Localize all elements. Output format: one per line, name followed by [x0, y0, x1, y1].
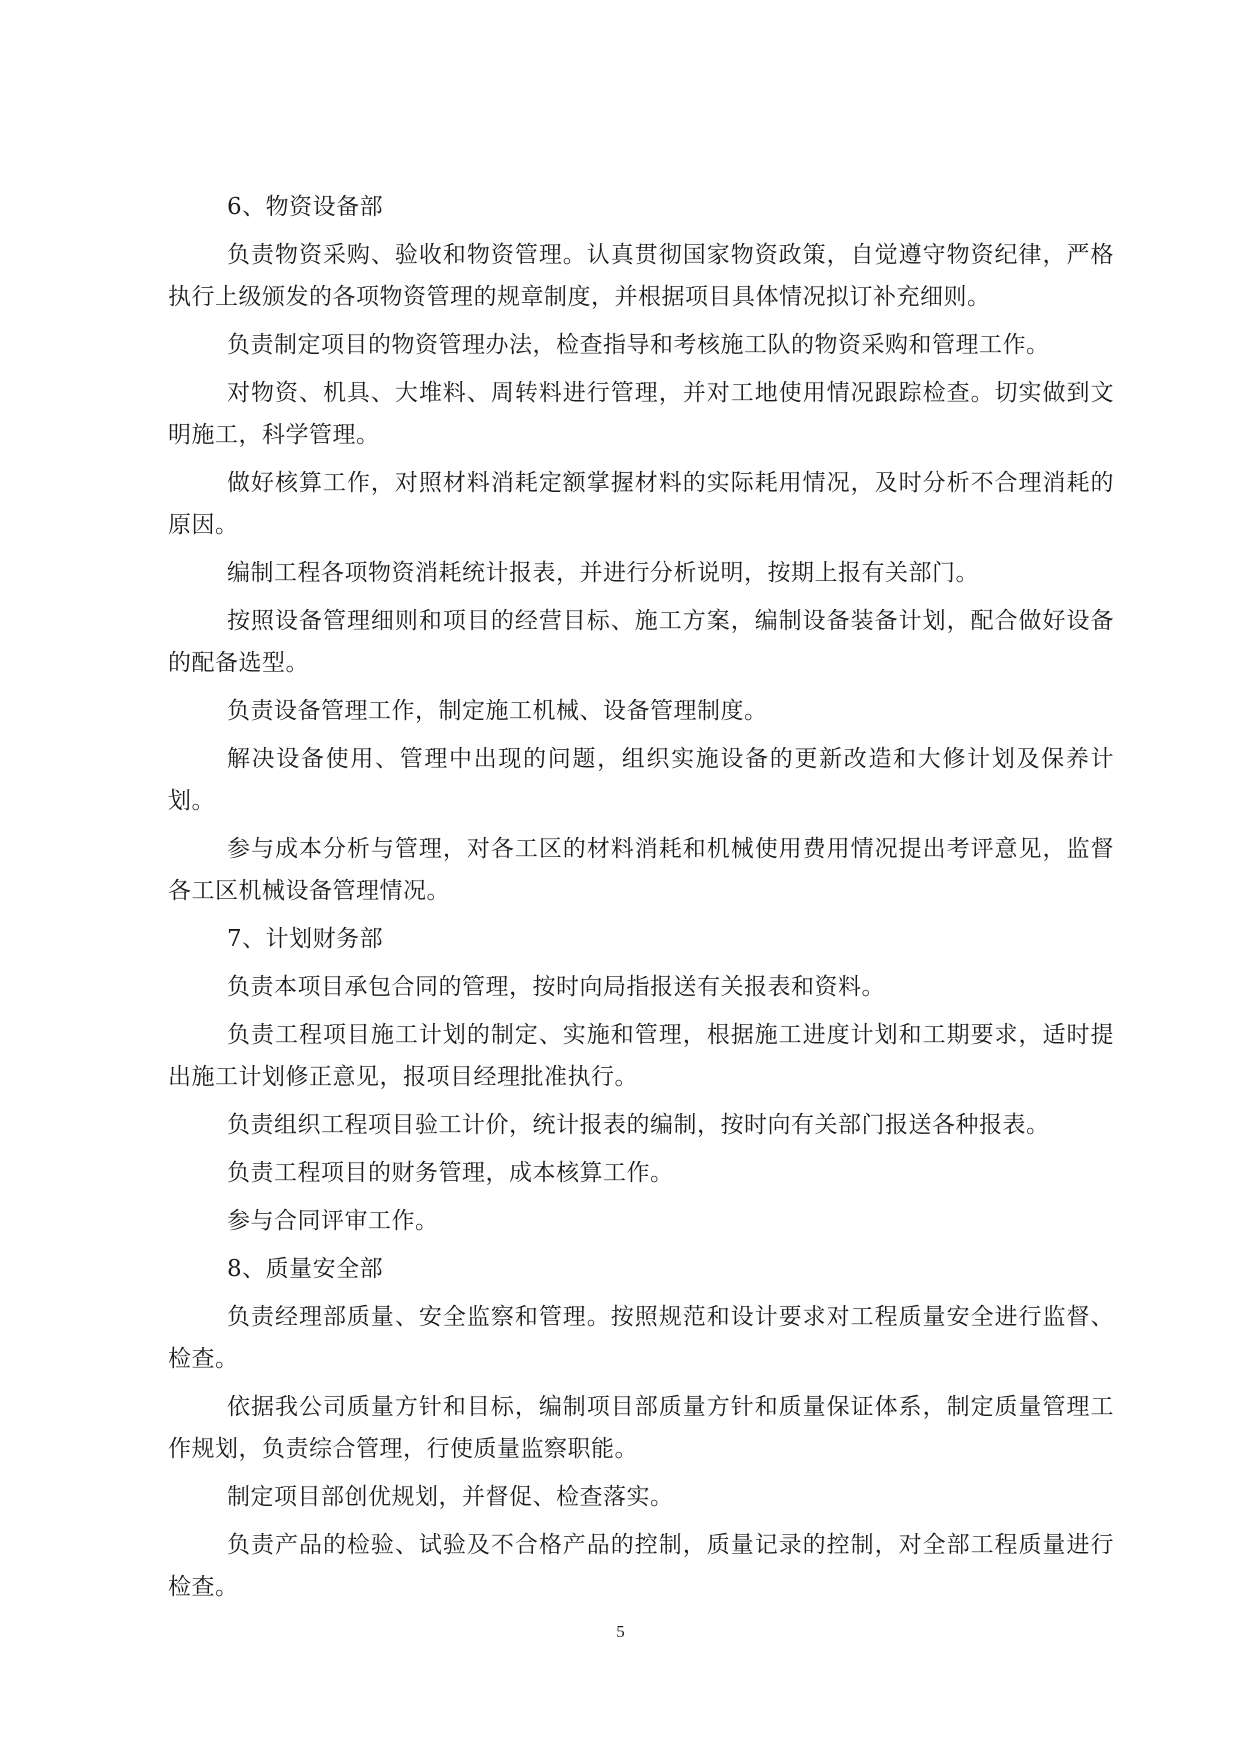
- paragraph: 依据我公司质量方针和目标，编制项目部质量方针和质量保证体系，制定质量管理工作规划，负责综合管理，行使质量监察职能。: [168, 1394, 1114, 1462]
- page-number: 5: [616, 1622, 625, 1641]
- section-quality-safety: [168, 1248, 1114, 1608]
- paragraph: 负责产品的检验、试验及不合格产品的控制，质量记录的控制，对全部工程质量进行检查。: [168, 1532, 1114, 1600]
- document-body: [168, 186, 1114, 1614]
- section-heading: 6、物资设备部: [227, 194, 384, 220]
- paragraph: 负责制定项目的物资管理办法，检查指导和考核施工队的物资采购和管理工作。: [227, 332, 1050, 358]
- paragraph: 负责工程项目施工计划的制定、实施和管理，根据施工进度计划和工期要求，适时提出施工计划修正意见，报项目经理批准执行。: [168, 1022, 1114, 1090]
- paragraph: 负责设备管理工作，制定施工机械、设备管理制度。: [227, 698, 768, 724]
- paragraph: 编制工程各项物资消耗统计报表，并进行分析说明，按期上报有关部门。: [227, 560, 979, 586]
- paragraph: 解决设备使用、管理中出现的问题，组织实施设备的更新改造和大修计划及保养计划。: [168, 746, 1114, 814]
- paragraph: 负责组织工程项目验工计价，统计报表的编制，按时向有关部门报送各种报表。: [227, 1112, 1050, 1138]
- paragraph: 负责物资采购、验收和物资管理。认真贯彻国家物资政策，自觉遵守物资纪律，严格执行上级颁发的各项物资管理的规章制度，并根据项目具体情况拟订补充细则。: [168, 242, 1114, 310]
- paragraph: 参与成本分析与管理，对各工区的材料消耗和机械使用费用情况提出考评意见，监督各工区机械设备管理情况。: [168, 836, 1114, 904]
- section-planning-finance: [168, 918, 1114, 1242]
- paragraph: 负责经理部质量、安全监察和管理。按照规范和设计要求对工程质量安全进行监督、检查。: [168, 1304, 1114, 1372]
- section-material-equipment: [168, 186, 1114, 912]
- paragraph: 按照设备管理细则和项目的经营目标、施工方案，编制设备装备计划，配合做好设备的配备选型。: [168, 608, 1114, 676]
- paragraph: 制定项目部创优规划，并督促、检查落实。: [227, 1484, 674, 1510]
- paragraph: 负责本项目承包合同的管理，按时向局指报送有关报表和资料。: [227, 974, 885, 1000]
- paragraph: 做好核算工作，对照材料消耗定额掌握材料的实际耗用情况，及时分析不合理消耗的原因。: [168, 470, 1114, 538]
- section-heading: 7、计划财务部: [227, 926, 384, 952]
- section-heading: 8、质量安全部: [227, 1256, 384, 1282]
- paragraph: 参与合同评审工作。: [227, 1208, 439, 1234]
- paragraph: 对物资、机具、大堆料、周转料进行管理，并对工地使用情况跟踪检查。切实做到文明施工，科学管理。: [168, 380, 1114, 448]
- paragraph: 负责工程项目的财务管理，成本核算工作。: [227, 1160, 674, 1186]
